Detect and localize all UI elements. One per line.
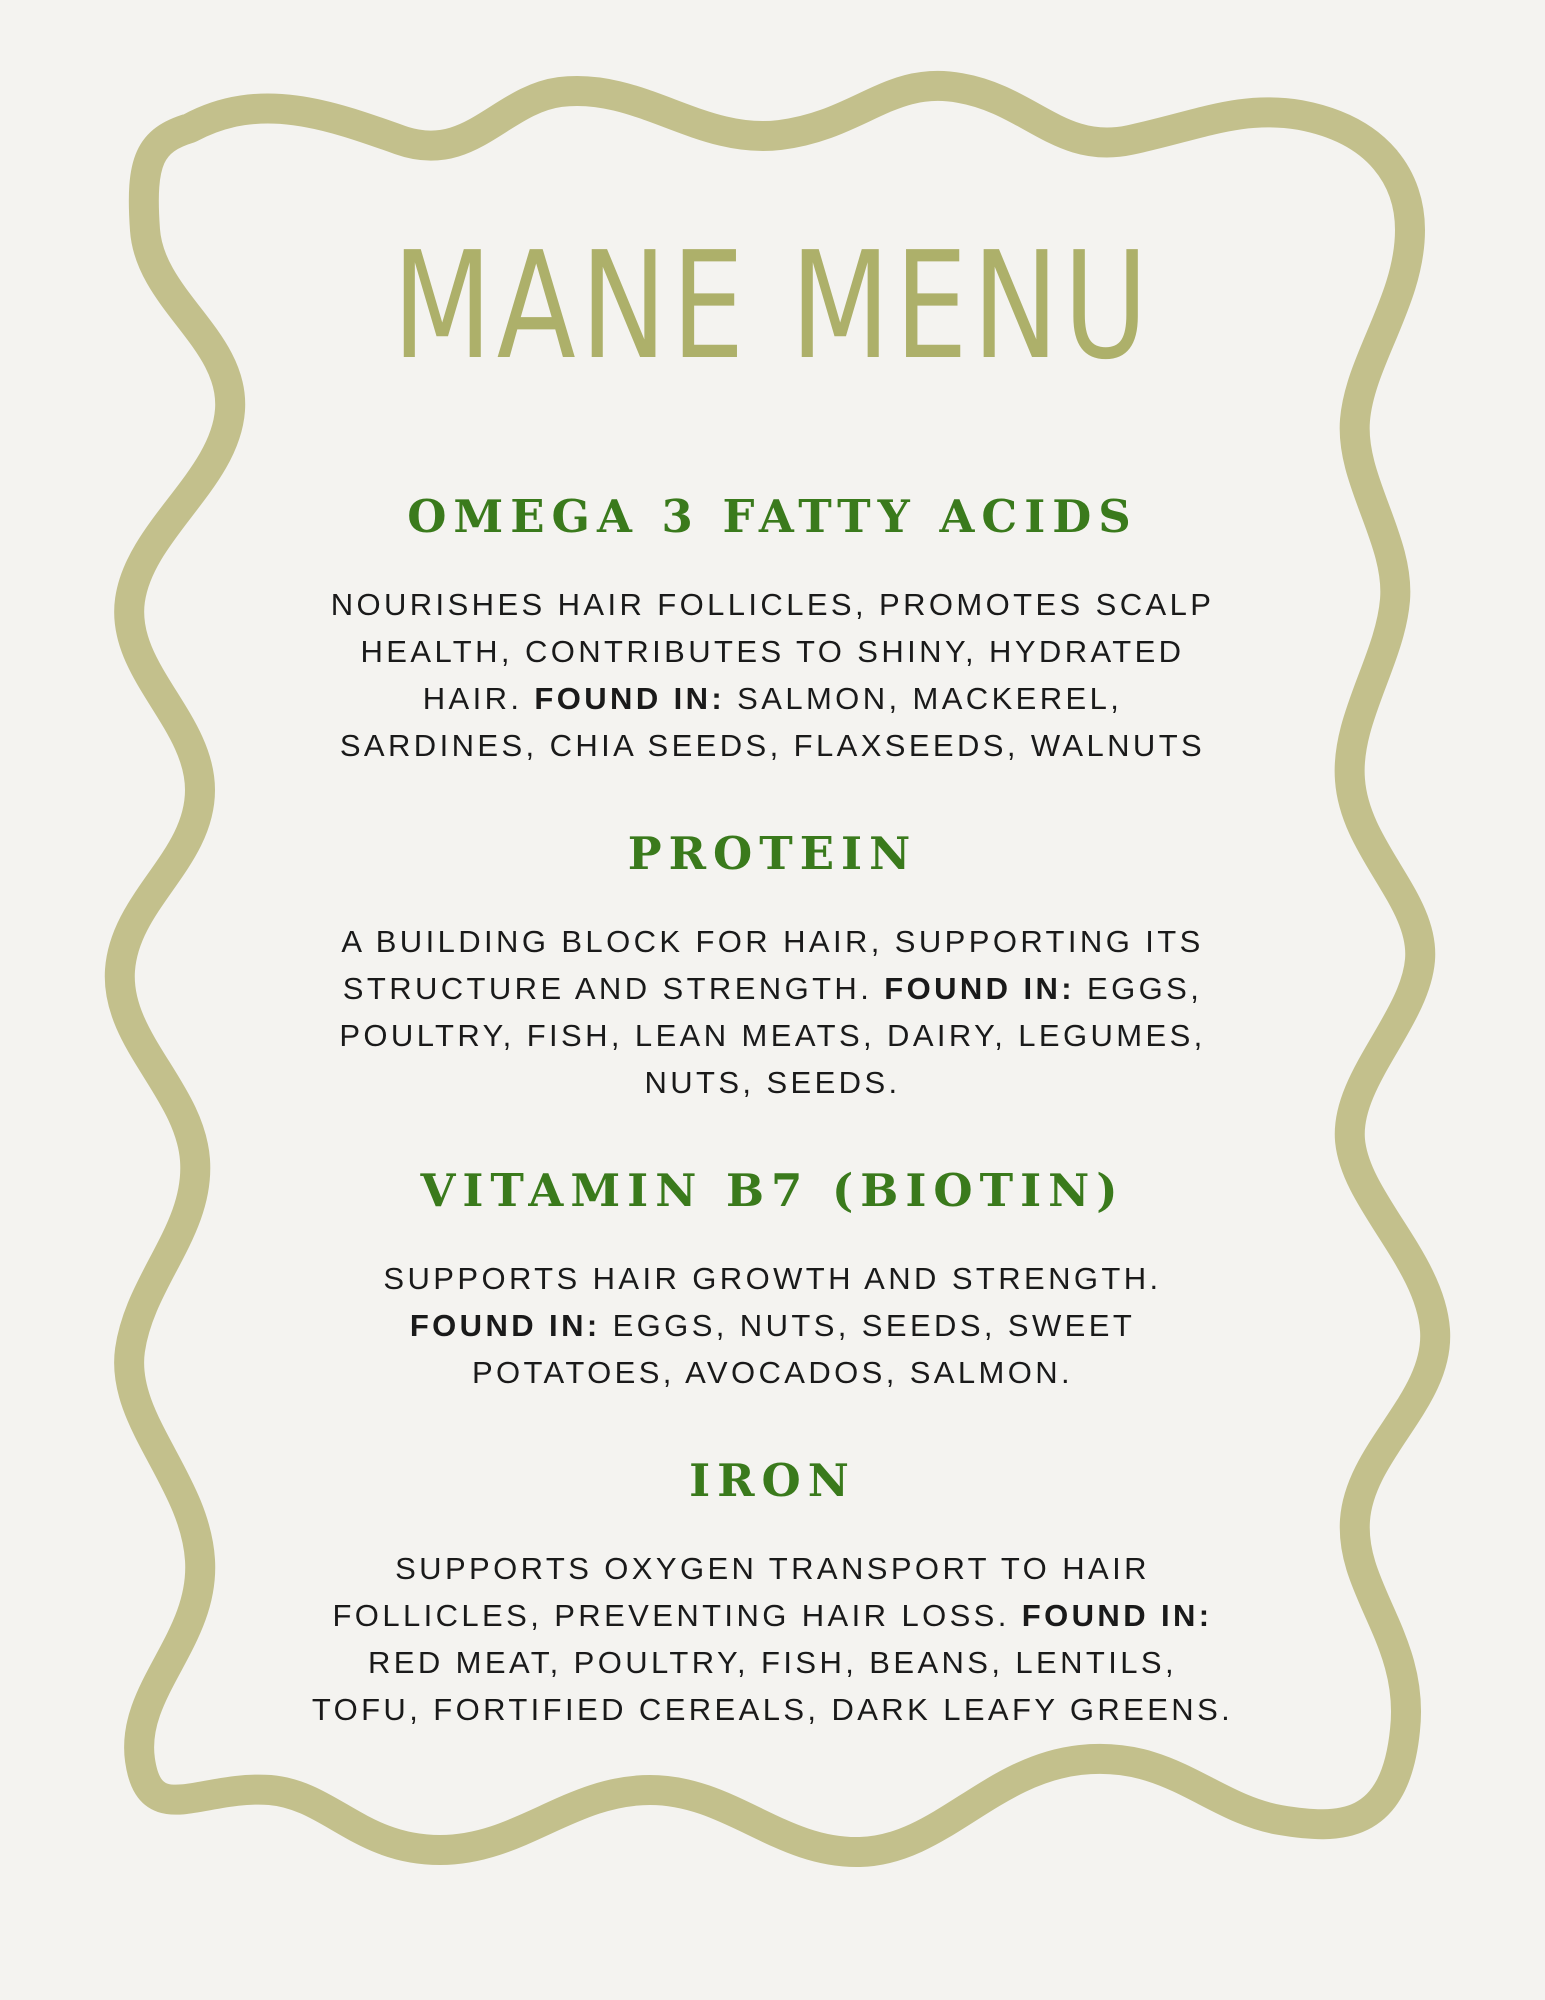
line-text: RED MEAT, POULTRY, FISH, BEANS, LENTILS, — [368, 1645, 1177, 1680]
section-body — [0, 1255, 1545, 1396]
line-text: EGGS, — [1075, 971, 1203, 1006]
section-body — [0, 581, 1545, 769]
found-in-label: FOUND IN: — [884, 971, 1075, 1006]
body-line — [0, 675, 1545, 722]
line-text: EGGS, NUTS, SEEDS, SWEET — [600, 1308, 1136, 1343]
line-text: FOLLICLES, PREVENTING HAIR LOSS. — [332, 1598, 1022, 1633]
body-line — [0, 1545, 1545, 1592]
line-text: POTATOES, AVOCADOS, SALMON. — [471, 1355, 1074, 1390]
body-line — [0, 918, 1545, 965]
section-body — [0, 1545, 1545, 1733]
line-text: STRUCTURE AND STRENGTH. — [342, 971, 885, 1006]
body-line — [0, 581, 1545, 628]
section-heading: IRON — [689, 1454, 856, 1507]
page-title: MANE MENU — [392, 220, 1153, 392]
line-text: TOFU, FORTIFIED CEREALS, DARK LEAFY GREENS. — [311, 1692, 1234, 1727]
body-line — [0, 1349, 1545, 1396]
body-line — [0, 1686, 1545, 1733]
line-text: SUPPORTS HAIR GROWTH AND STRENGTH. — [383, 1261, 1162, 1296]
line-text: POULTRY, FISH, LEAN MEATS, DAIRY, LEGUMES, — [339, 1018, 1206, 1053]
line-text: SARDINES, CHIA SEEDS, FLAXSEEDS, WALNUTS — [339, 728, 1206, 763]
found-in-label: FOUND IN: — [409, 1308, 601, 1343]
body-line — [0, 1639, 1545, 1686]
body-line — [0, 965, 1545, 1012]
body-line — [0, 1255, 1545, 1302]
body-line — [0, 722, 1545, 769]
section-vitamin-b7 — [0, 1164, 1545, 1396]
line-text: SUPPORTS OXYGEN TRANSPORT TO HAIR — [395, 1551, 1150, 1586]
line-text: NUTS, SEEDS. — [644, 1065, 901, 1100]
body-line — [0, 1012, 1545, 1059]
body-line — [0, 628, 1545, 675]
line-text: A BUILDING BLOCK FOR HAIR, SUPPORTING ITS — [341, 924, 1204, 959]
line-text: NOURISHES HAIR FOLLICLES, PROMOTES SCALP — [330, 587, 1215, 622]
section-heading: OMEGA 3 FATTY ACIDS — [407, 490, 1138, 543]
line-text: SALMON, MACKEREL, — [725, 681, 1123, 716]
found-in-label: FOUND IN: — [534, 681, 726, 716]
section-body — [0, 918, 1545, 1106]
section-omega-3 — [0, 490, 1545, 769]
found-in-label: FOUND IN: — [1021, 1598, 1213, 1633]
section-heading: PROTEIN — [627, 827, 918, 880]
body-line — [0, 1059, 1545, 1106]
body-line — [0, 1592, 1545, 1639]
section-iron — [0, 1454, 1545, 1733]
body-line — [0, 1302, 1545, 1349]
section-protein — [0, 827, 1545, 1106]
line-text: HAIR. — [422, 681, 535, 716]
line-text: HEALTH, CONTRIBUTES TO SHINY, HYDRATED — [360, 634, 1185, 669]
section-heading: VITAMIN B7 (BIOTIN) — [420, 1164, 1125, 1217]
